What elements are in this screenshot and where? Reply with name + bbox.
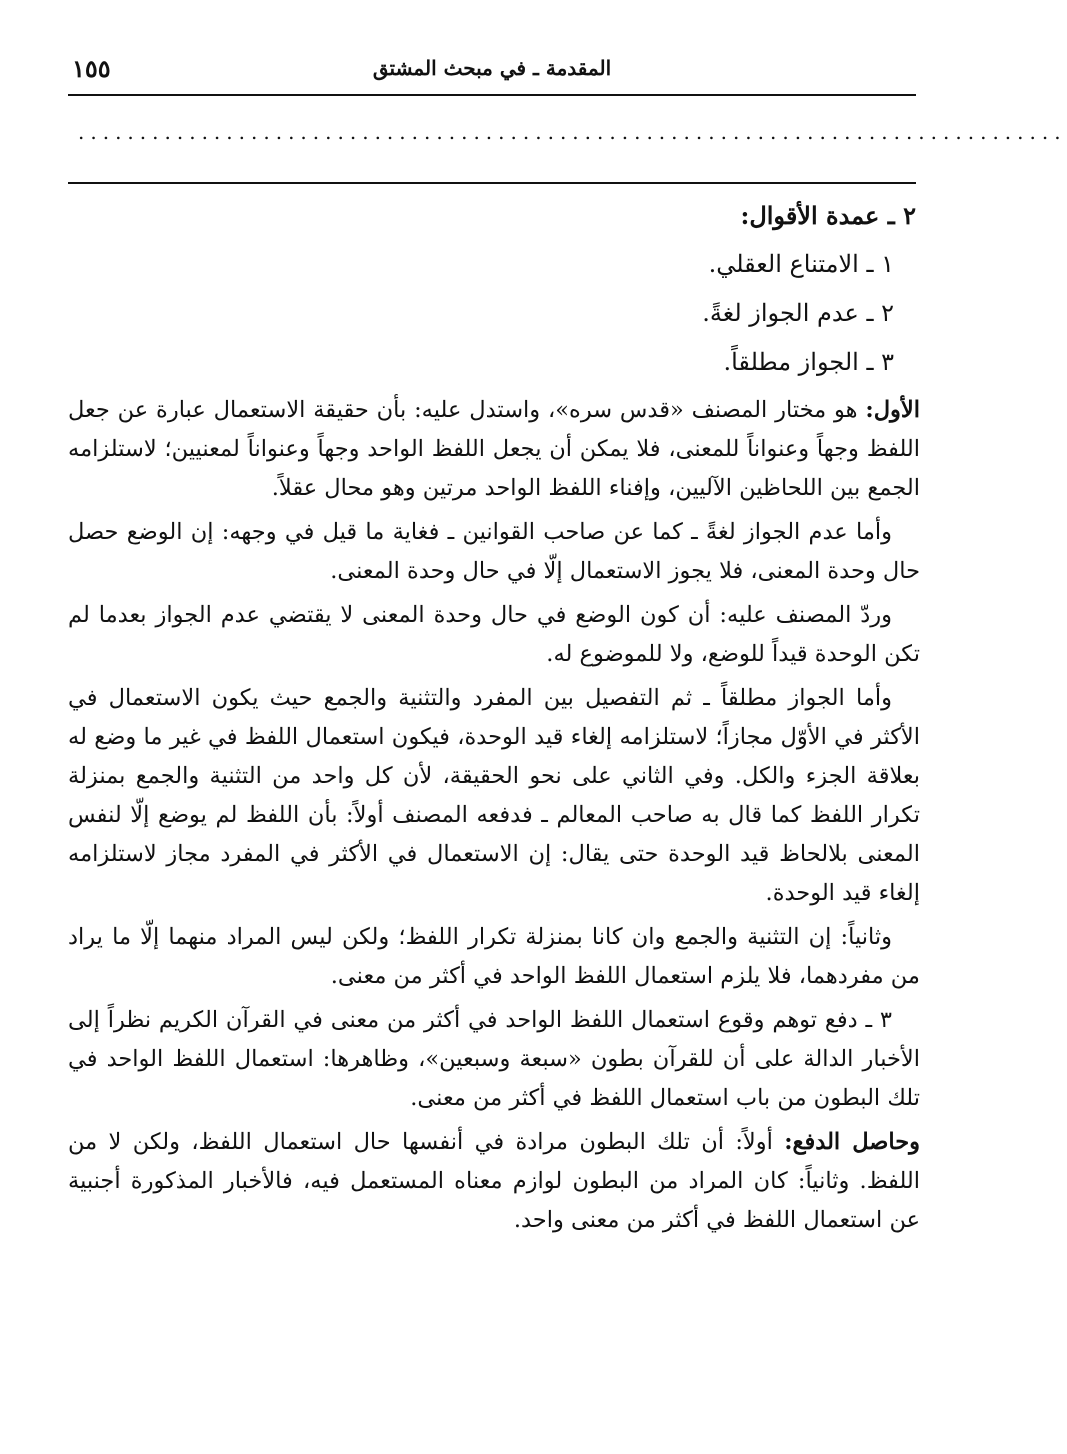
paragraph-text: ٣ ـ دفع توهم وقوع استعمال اللفظ الواحد في أكثر من معنى في القرآن الكريم نظراً إلى الأخبار الدالة على أن للقرآن بطون «سبعة وسبعين»، وظاهرها: استعمال اللفظ الواحد في تلك البطون من باب استعمال اللفظ في أكثر من معنى. xyxy=(68,1007,920,1111)
list-item: ٣ ـ الجواز مطلقاً. xyxy=(723,348,894,376)
paragraph-rebuttal xyxy=(68,1123,920,1240)
section-heading: ٢ ـ عمدة الأقوال: xyxy=(740,201,916,230)
main-text xyxy=(68,196,920,1245)
list-item: ١ ـ الامتناع العقلي. xyxy=(708,250,894,278)
paragraph-first-opinion xyxy=(68,391,920,508)
paragraph-second-opinion xyxy=(68,513,920,591)
section-divider xyxy=(68,182,916,184)
header-divider xyxy=(68,94,916,96)
paragraph-text: وردّ المصنف عليه: أن كون الوضع في حال وحدة المعنى لا يقتضي عدم الجواز بعدما لم تكن الوحدة قيداً للوضع، ولا للموضوع له. xyxy=(68,602,920,667)
paragraph-quran-objection xyxy=(68,1001,920,1118)
page-header xyxy=(68,52,916,92)
paragraph-text: وأما عدم الجواز لغةً ـ كما عن صاحب القوانين ـ فغاية ما قيل في وجهه: إن الوضع حصل حال وحدة المعنى، فلا يجوز الاستعمال إلّا في حال وحدة المعنى. xyxy=(68,519,920,584)
page-number: ١٥٥ xyxy=(72,54,111,83)
paragraph-text: وثانياً: إن التثنية والجمع وان كانا بمنزلة تكرار اللفظ؛ ولكن ليس المراد منهما إلّا ما يراد من مفردهما، فلا يلزم استعمال اللفظ الواحد في أكثر من معنى. xyxy=(68,924,920,989)
paragraph-secondly xyxy=(68,918,920,996)
paragraph-author-reply xyxy=(68,596,920,674)
paragraph-lead: وحاصل الدفع: xyxy=(784,1129,920,1155)
paragraph-text: وأما الجواز مطلقاً ـ ثم التفصيل بين المفرد والتثنية والجمع حيث يكون الاستعمال في الأكثر في الأوّل مجازاً؛ لاستلزامه إلغاء قيد الوحدة، فيكون استعمال اللفظ في غير ما وضع له بعلاقة الجزء والكل. وفي الثاني على نحو الحقيقة، لأن كل واحد من التثنية والجمع بمنزلة تكرار اللفظ كما قال به صاحب المعالم ـ فدفعه المصنف أولاً: بأن اللفظ لم يوضع إلّا لنفس المعنى بلالحاظ قيد الوحدة حتى يقال: إن الاستعمال في الأكثر في المفرد مجاز لاستلزامه إلغاء قيد الوحدة. xyxy=(68,685,920,906)
opinions-list xyxy=(68,240,920,387)
paragraph-lead: الأول: xyxy=(865,397,920,423)
paragraph-text: هو مختار المصنف «قدس سره»، واستدل عليه: بأن حقيقة الاستعمال عبارة عن جعل اللفظ وجهاً وعنواناً للمعنى، فلا يمكن أن يجعل اللفظ الواحد وجهاً وعنواناً لمعنيين؛ لاستلزامه الجمع بين اللحاظين الآليين، وإفناء اللفظ الواحد مرتين وهو محال عقلاً. xyxy=(68,397,920,501)
dotted-separator: ................................................................................ xyxy=(78,120,1067,144)
list-item: ٢ ـ عدم الجواز لغةً. xyxy=(702,299,894,327)
running-title: المقدمة ـ في مبحث المشتق xyxy=(372,56,612,80)
paragraph-third-opinion xyxy=(68,679,920,913)
paragraph-text: أولاً: أن تلك البطون مرادة في أنفسها حال استعمال اللفظ، ولكن لا من اللفظ. وثانياً: كان المراد من البطون لوازم معناه المستعمل فيه، فالأخبار المذكورة أجنبية عن استعمال اللفظ في أكثر من معنى واحد. xyxy=(68,1129,920,1233)
